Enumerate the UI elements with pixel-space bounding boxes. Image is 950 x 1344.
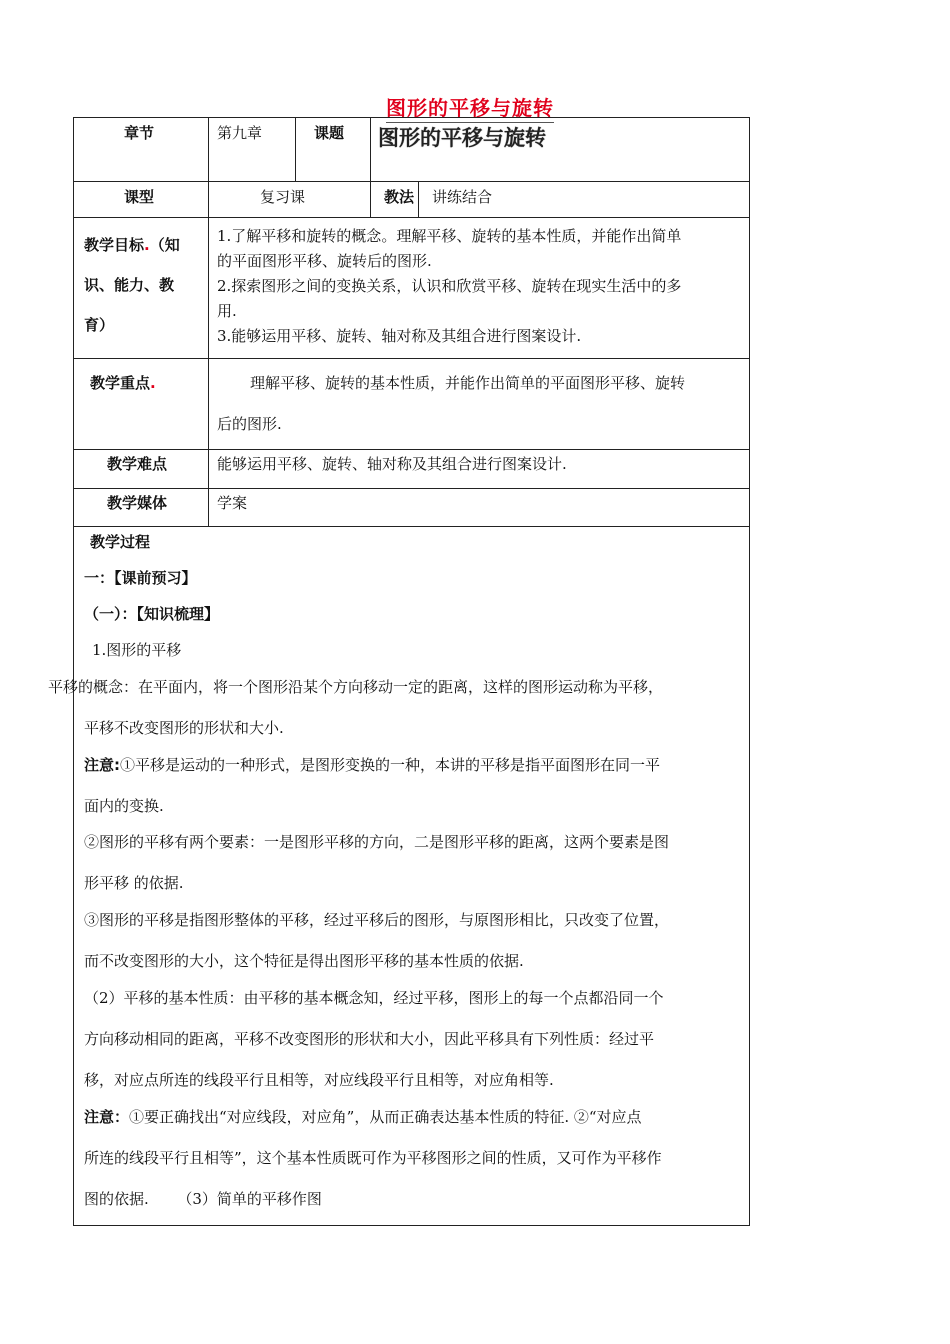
- col-divider: [295, 117, 296, 181]
- goal-line: 1.了解平移和旋转的概念。理解平移、旋转的基本性质，并能作出简单: [217, 227, 682, 245]
- key-label: 教学重点.: [90, 374, 156, 392]
- concept-line: 平移的概念：在平面内，将一个图形沿某个方向移动一定的距离，这样的图形运动称为平移，: [48, 678, 664, 696]
- difficulty-label: 教学难点: [107, 455, 168, 473]
- row-divider: [73, 526, 750, 527]
- row-divider: [73, 217, 750, 218]
- note1-line: 注意:①平移是运动的一种形式，是图形变换的一种，本讲的平移是指平面图形在同一平: [84, 756, 661, 774]
- goal-line: 3.能够运用平移、旋转、轴对称及其组合进行图案设计.: [217, 327, 582, 345]
- media-label: 教学媒体: [107, 494, 168, 512]
- goal-line: 2.探索图形之间的变换关系，认识和欣赏平移、旋转在现实生活中的多: [217, 277, 682, 295]
- method-label: 教法: [384, 188, 415, 206]
- note4-line: 注意：①要正确找出“对应线段，对应角”，从而正确表达基本性质的特征. ②“对应点: [84, 1108, 642, 1126]
- note4-line: 所连的线段平行且相等”，这个基本性质既可作为平移图形之间的性质，又可作为平移作: [84, 1149, 662, 1167]
- media-value: 学案: [217, 494, 248, 512]
- topic-label: 课题: [314, 124, 345, 142]
- row-divider: [73, 358, 750, 359]
- row-divider: [73, 488, 750, 489]
- property-line: 移，对应点所连的线段平行且相等，对应线段平行且相等，对应角相等.: [84, 1071, 554, 1089]
- process-heading: 教学过程: [90, 533, 151, 551]
- goals-label: 教学目标.（知 识、能力、教 育）: [84, 236, 180, 334]
- goals-list: [217, 224, 747, 349]
- chapter-value: 第九章: [217, 124, 263, 142]
- col-divider: [418, 181, 419, 217]
- note1-line: 面内的变换.: [84, 797, 164, 815]
- difficulty-value: 能够运用平移、旋转、轴对称及其组合进行图案设计.: [217, 455, 567, 473]
- row-divider: [73, 181, 750, 182]
- note3-line: 而不改变图形的大小，这个特征是得出图形平移的基本性质的依据.: [84, 952, 524, 970]
- note2-line: 形平移 的依据.: [84, 874, 184, 892]
- item1-heading: 1.图形的平移: [92, 641, 182, 659]
- key-line1: 理解平移、旋转的基本性质，并能作出简单的平面图形平移、旋转: [250, 374, 686, 392]
- property-line: 方向移动相同的距离，平移不改变图形的形状和大小，因此平移具有下列性质：经过平: [84, 1030, 655, 1048]
- page-title: 图形的平移与旋转: [386, 92, 554, 123]
- key-line2: 后的图形.: [217, 415, 282, 433]
- method-value: 讲练结合: [432, 188, 493, 206]
- property-line: （2）平移的基本性质：由平移的基本概念知，经过平移，图形上的每一个点都沿同一个: [84, 989, 664, 1007]
- type-label: 课型: [124, 188, 155, 206]
- note2-line: ②图形的平移有两个要素：一是图形平移的方向，二是图形平移的距离，这两个要素是图: [84, 833, 670, 851]
- chapter-label: 章节: [124, 124, 155, 142]
- row-divider: [73, 449, 750, 450]
- goal-line: 用.: [217, 302, 237, 320]
- note4-line: 图的依据. （3）简单的平移作图: [84, 1190, 322, 1208]
- type-value: 复习课: [260, 188, 306, 206]
- goal-line: 的平面图形平移、旋转后的图形.: [217, 252, 432, 270]
- topic-value: 图形的平移与旋转: [378, 126, 546, 150]
- concept-line: 平移不改变图形的形状和大小.: [84, 719, 284, 737]
- section1-1-heading: （一）：【知识梳理】: [84, 605, 220, 623]
- note3-line: ③图形的平移是指图形整体的平移，经过平移后的图形，与原图形相比，只改变了位置，: [84, 911, 670, 929]
- section1-heading: 一：【课前预习】: [84, 569, 197, 587]
- col-divider: [208, 117, 209, 526]
- col-divider: [370, 117, 371, 217]
